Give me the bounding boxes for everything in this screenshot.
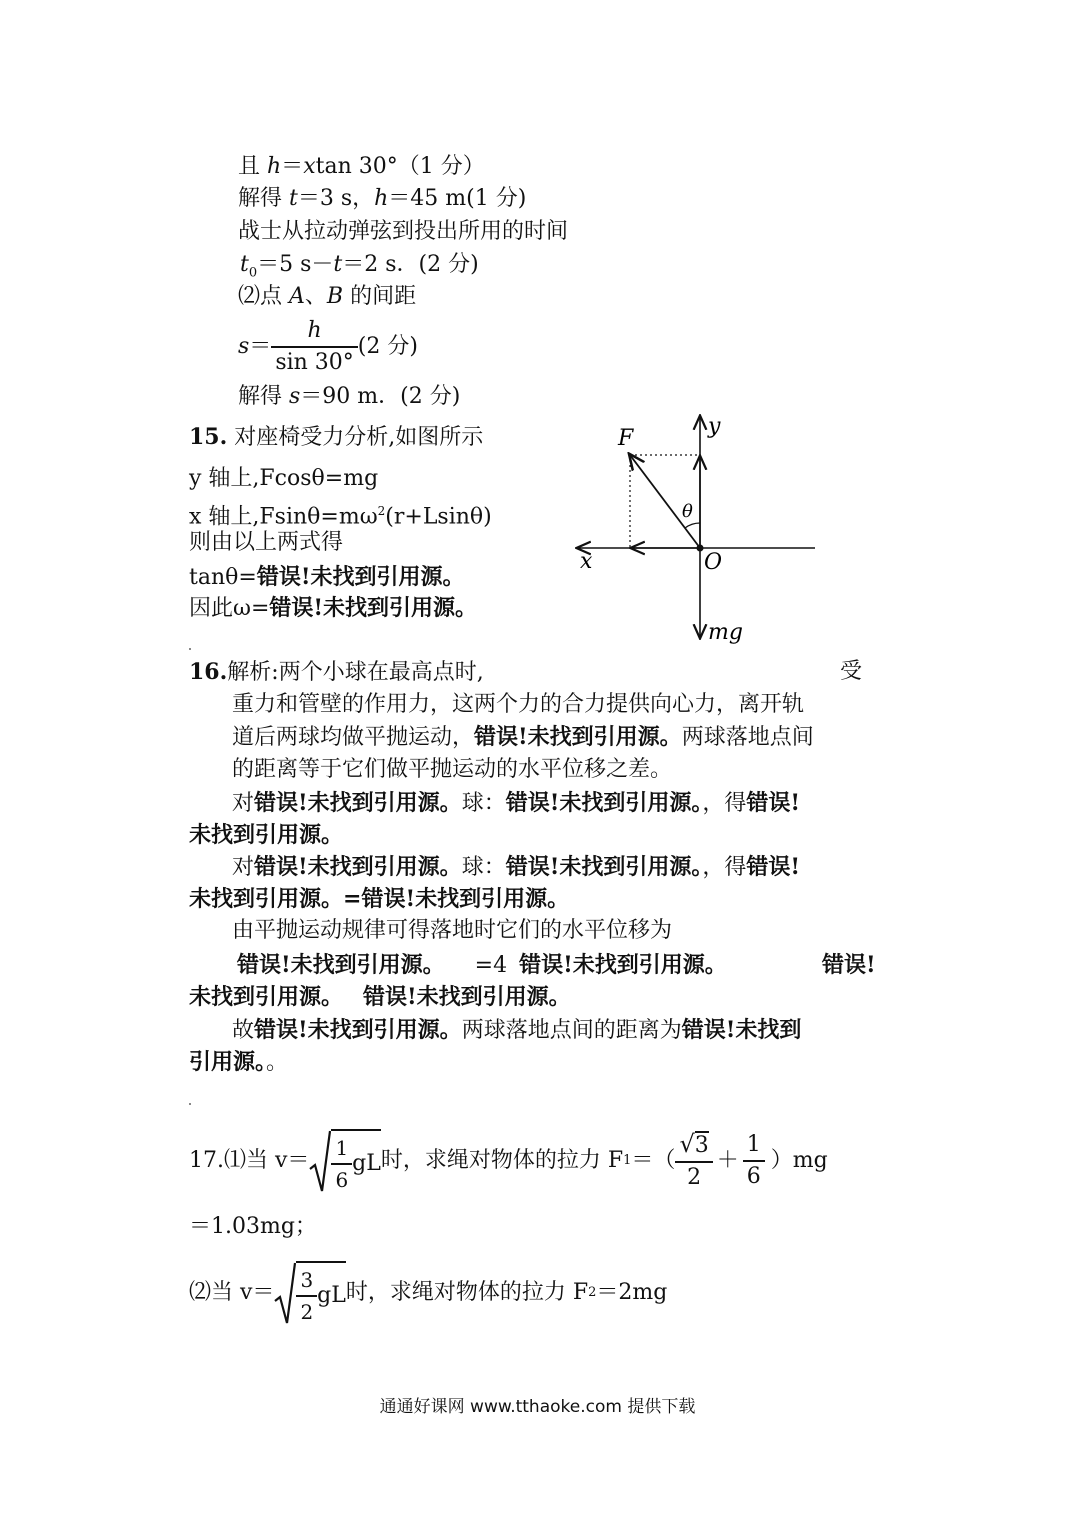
numerator: h [307, 318, 322, 343]
text: ，得 [702, 855, 747, 880]
reference-error: 错误!未找到引用源。 [256, 564, 465, 590]
numerator: 1 [335, 1136, 349, 1160]
p17-line2 [189, 1258, 667, 1328]
text: ＝5 s－ [257, 252, 334, 277]
p16-intro [189, 657, 484, 688]
p16-l7 [232, 852, 800, 883]
text: 因此ω= [189, 596, 270, 621]
p17-line1 [189, 1126, 828, 1196]
text: (2 分) [357, 334, 418, 359]
p16-l5 [232, 788, 800, 819]
text: (r+Lsinθ) [385, 504, 492, 530]
reference-error: 错误!未找到引用源。 [361, 886, 570, 912]
p15-tan [189, 562, 464, 593]
superscript: 2 [377, 504, 386, 518]
point-B: B [326, 284, 344, 309]
fraction [271, 316, 357, 378]
p16-l10-tail: 错误! [822, 952, 876, 978]
p14-line5 [238, 282, 416, 312]
text: tanθ= [189, 565, 257, 590]
text: ＝90 m．(2 分) [300, 384, 461, 409]
text: ＋ [716, 1148, 739, 1173]
numerator: √3 [679, 1130, 709, 1158]
text: ⑴当 v＝ [224, 1148, 310, 1173]
p16-l9: 由平抛运动规律可得落地时它们的水平位移为 [232, 918, 673, 943]
subscript: 2 [588, 1285, 597, 1300]
radicand [296, 1261, 345, 1327]
text: 对座椅受力分析,如图所示 [227, 425, 484, 450]
numerator: 3 [300, 1268, 314, 1292]
reference-error: 错误! [746, 854, 801, 880]
fraction [331, 1133, 352, 1195]
text: = [343, 886, 362, 912]
reference-error: 未找到引用源。 [189, 886, 344, 912]
reference-error: 错误!未找到引用源。 [363, 984, 571, 1010]
margin-dot [189, 648, 191, 650]
p16-l12 [232, 1015, 801, 1046]
radicand: 3 [694, 1133, 709, 1158]
p15-y-line: y 轴上,Fcosθ=mg [189, 466, 379, 491]
text: ＝3 s， [297, 186, 375, 211]
text: 时，求绳对物体的拉力 F [345, 1280, 589, 1305]
text: 两球落地点间 [681, 725, 814, 750]
text: ＝ [249, 334, 272, 359]
origin-point [697, 545, 704, 552]
var-x: x [303, 154, 316, 179]
text: ＝2 s．(2 分) [342, 252, 479, 277]
text: =4 [474, 953, 508, 978]
label-mg: mg [708, 620, 743, 645]
margin-dot [189, 1103, 191, 1105]
reference-error: 错误!未找到 [681, 1017, 802, 1043]
reference-error: 错误!未找到引用源。 [254, 1017, 462, 1043]
text: 球： [461, 855, 506, 880]
var-t: t [289, 186, 298, 211]
reference-error: 错误!未找到引用源。 [474, 724, 682, 750]
page-footer: 通通好课网 www.tthaoke.com 提供下载 [379, 1397, 696, 1417]
label-x: x [580, 549, 593, 574]
var-s: s [238, 334, 250, 359]
var-t: t [240, 252, 249, 277]
question-number: 17. [189, 1148, 224, 1173]
radical-sign [309, 1129, 331, 1193]
text: 的间距 [343, 284, 417, 309]
sqrt-expression [274, 1259, 345, 1327]
var-t: t [333, 252, 343, 277]
text: 解得 [238, 186, 289, 211]
text: ＝ [281, 154, 304, 179]
reference-error: 错误!未找到引用源。 [505, 790, 703, 816]
text: 两球落地点间的距离为 [461, 1018, 682, 1043]
p15-omega [189, 593, 477, 624]
text: 解得 [238, 384, 289, 409]
p16-l13 [189, 1047, 288, 1078]
p14-formula [238, 316, 418, 378]
text: 。 [266, 1050, 289, 1075]
label-y: y [708, 414, 721, 439]
point-A: A [289, 284, 305, 309]
subscript: 0 [248, 265, 258, 281]
text: 故 [232, 1018, 255, 1043]
text: gL [352, 1151, 381, 1176]
p14-line1 [238, 152, 485, 182]
p16-l2: 重力和管壁的作用力，这两个力的合力提供向心力，离开轨 [232, 692, 805, 717]
reference-error: 错误!未找到引用源。 [269, 595, 478, 621]
question-number: 16. [189, 659, 228, 685]
denominator: 2 [675, 1161, 712, 1193]
reference-error: 错误!未找到引用源。 [254, 790, 462, 816]
p16-l4: 的距离等于它们做平抛运动的水平位移之差。 [232, 757, 673, 782]
radicand [331, 1129, 380, 1195]
p14-line3: 战士从拉动弹弦到投出所用的时间 [238, 219, 569, 244]
denominator: sin 30° [271, 346, 357, 378]
text: ＝（ [631, 1148, 676, 1173]
reference-error: 错误!未找到引用源。 [237, 952, 445, 978]
text: gL [317, 1283, 346, 1308]
reference-error: 错误! [746, 790, 801, 816]
text: x 轴上,Fsinθ=mω [189, 504, 378, 530]
p15-x-line [189, 496, 492, 532]
var-h: h [267, 154, 282, 179]
fraction-sqrt3-over-2 [675, 1129, 712, 1193]
text: 解析:两个小球在最高点时, [227, 660, 484, 685]
text: 且 [238, 154, 267, 179]
label-theta: θ [682, 501, 693, 522]
text: 、 [304, 284, 327, 309]
text: ）mg [770, 1148, 828, 1173]
fraction [296, 1265, 317, 1327]
label-O: O [704, 550, 723, 575]
var-h: h [374, 186, 389, 211]
text: ⑵点 [238, 284, 289, 309]
text: ＝45 m(1 分) [388, 186, 527, 211]
p16-l6: 未找到引用源。 [189, 822, 344, 848]
subscript: 1 [623, 1153, 632, 1168]
reference-error: 错误!未找到引用源。 [505, 854, 703, 880]
var-s: s [289, 384, 301, 409]
text: 对 [232, 855, 255, 880]
radical-sign [274, 1261, 296, 1325]
text: 球： [461, 791, 506, 816]
text: tan 30°（1 分） [315, 154, 485, 179]
text: ，得 [702, 791, 747, 816]
reference-error: 未找到引用源。 [189, 984, 344, 1010]
theta-arc [685, 523, 700, 528]
sqrt-expression [309, 1127, 380, 1195]
text: ＝2mg [596, 1280, 668, 1305]
text: 对 [232, 791, 255, 816]
p15-title [189, 422, 483, 453]
p15-then: 则由以上两式得 [189, 530, 344, 555]
denominator: 2 [296, 1295, 317, 1327]
force-diagram [570, 405, 830, 650]
reference-error: 错误!未找到引用源。 [519, 952, 727, 978]
question-number: 15. [189, 424, 228, 450]
p16-l8 [189, 884, 569, 915]
reference-error: 引用源。 [189, 1049, 267, 1075]
text: ⑵当 v＝ [189, 1280, 275, 1305]
denominator: 6 [331, 1163, 352, 1195]
fraction [743, 1130, 765, 1192]
p16-l10 [237, 950, 727, 981]
text: 时，求绳对物体的拉力 F [380, 1148, 624, 1173]
p16-l11 [189, 982, 571, 1013]
p16-intro-tail: 受 [840, 659, 863, 684]
p14-line2 [238, 184, 526, 214]
p14-line7 [238, 382, 460, 412]
denominator: 6 [743, 1160, 765, 1192]
p16-l3 [232, 722, 814, 753]
reference-error: 错误!未找到引用源。 [254, 854, 462, 880]
numerator: 1 [746, 1132, 761, 1157]
text: 道后两球均做平抛运动， [232, 725, 475, 750]
label-F: F [618, 426, 634, 451]
p17-result: ＝1.03mg； [189, 1214, 317, 1239]
